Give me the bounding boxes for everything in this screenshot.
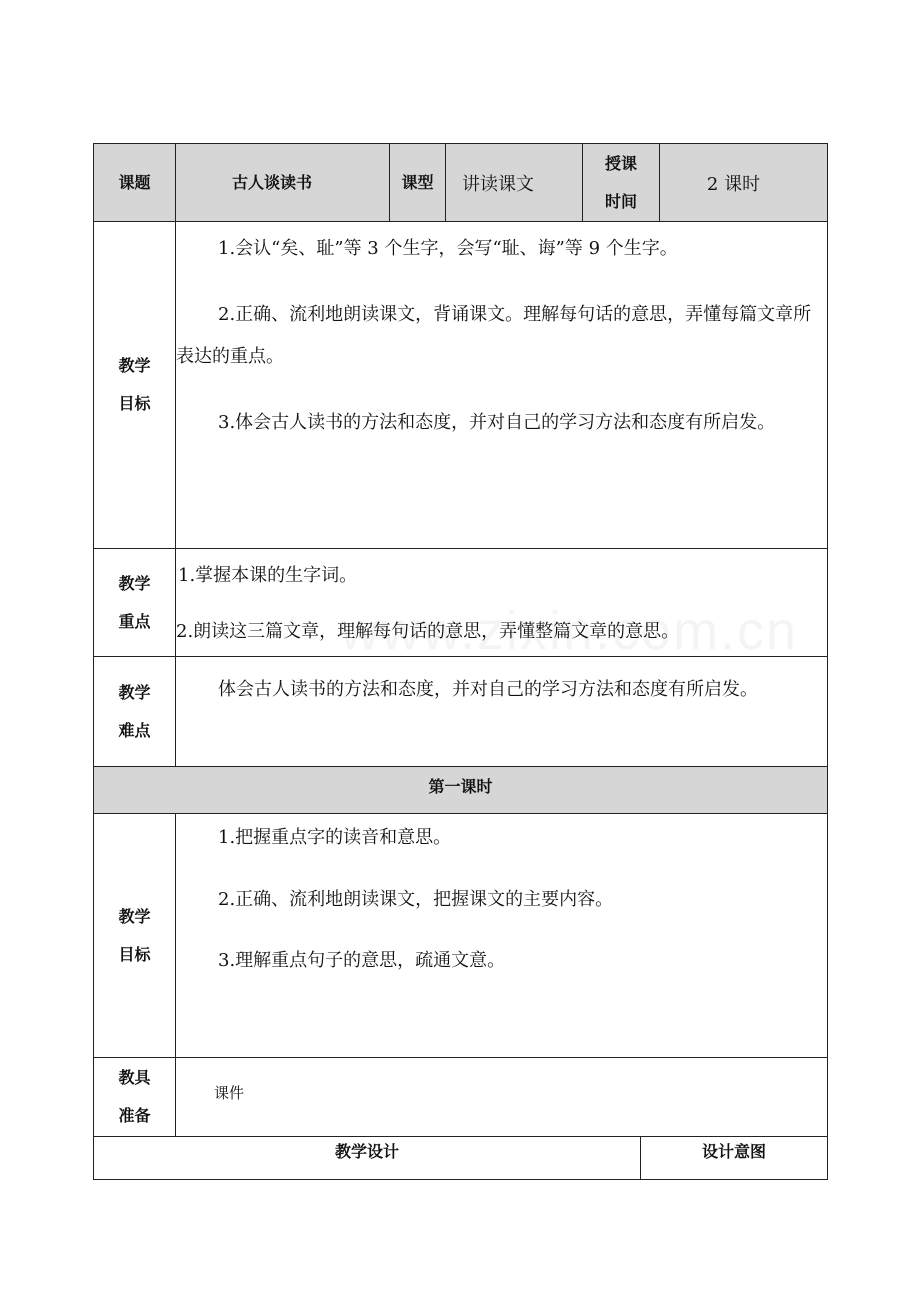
- lesson1-objectives-label-line-2: 目标: [118, 944, 151, 964]
- design-header-row: [93, 1136, 828, 1180]
- objective-item-2: 2.正确、流利地朗读课文，背诵课文。理解每句话的意思，弄懂每篇文章所表达的重点。: [176, 304, 812, 367]
- lesson1-heading-row: [93, 766, 828, 814]
- time-label: [582, 143, 660, 222]
- topic-value: 古人谈读书: [175, 143, 390, 222]
- key-points-label-line-1: 教学: [118, 573, 151, 593]
- key-points-row: [93, 548, 828, 657]
- key-points-label: [93, 548, 176, 657]
- key-point-item-1: 1.掌握本课的生字词。: [178, 565, 358, 586]
- difficulties-label: [93, 656, 176, 767]
- topic-label: 课题: [93, 143, 176, 222]
- lesson1-objective-item-3: 3.理解重点句子的意思，疏通文意。: [218, 950, 506, 971]
- lesson1-objectives-label-line-1: 教学: [118, 906, 151, 926]
- lesson1-title: 第一课时: [93, 766, 828, 814]
- intent-label: 设计意图: [640, 1136, 828, 1180]
- key-point-item-2: 2.朗读这三篇文章，理解每句话的意思，弄懂整篇文章的意思。: [176, 621, 680, 642]
- objectives-row: [93, 221, 828, 549]
- materials-label: [93, 1057, 176, 1137]
- lesson1-objectives-row: [93, 813, 828, 1058]
- lesson1-objective-item-2: 2.正确、流利地朗读课文，把握课文的主要内容。: [218, 889, 614, 910]
- materials-value: 课件: [175, 1057, 828, 1137]
- key-points-content: [175, 548, 828, 657]
- objectives-label-line-2: 目标: [118, 394, 151, 413]
- difficulties-row: [93, 656, 828, 767]
- design-label: 教学设计: [93, 1136, 641, 1180]
- time-label-line-2: 时间: [604, 191, 637, 211]
- key-points-label-line-2: 重点: [118, 611, 151, 631]
- time-label-line-1: 授课: [604, 153, 637, 173]
- objectives-label: [93, 221, 176, 549]
- materials-label-line-1: 教具: [118, 1068, 151, 1087]
- objective-item-3: 3.体会古人读书的方法和态度，并对自己的学习方法和态度有所启发。: [218, 412, 776, 433]
- type-value: 讲读课文: [445, 143, 583, 222]
- difficulties-text: 体会古人读书的方法和态度，并对自己的学习方法和态度有所启发。: [218, 679, 758, 700]
- lesson1-objectives-label: [93, 813, 176, 1058]
- lesson1-objective-item-1: 1.把握重点字的读音和意思。: [218, 827, 452, 848]
- difficulties-label-line-1: 教学: [118, 682, 151, 702]
- difficulties-content: [175, 656, 828, 767]
- materials-label-line-2: 准备: [118, 1106, 151, 1125]
- header-row: [93, 143, 828, 222]
- objective-item-1: 1.会认“矣、耻”等 3 个生字，会写“耻、诲”等 9 个生字。: [218, 238, 678, 259]
- materials-row: [93, 1057, 828, 1137]
- time-value: 2 课时: [659, 143, 828, 222]
- objectives-content: [175, 221, 828, 549]
- lesson1-objectives-content: [175, 813, 828, 1058]
- objectives-label-line-1: 教学: [118, 356, 151, 375]
- difficulties-label-line-2: 难点: [118, 720, 151, 740]
- type-label: 课型: [389, 143, 446, 222]
